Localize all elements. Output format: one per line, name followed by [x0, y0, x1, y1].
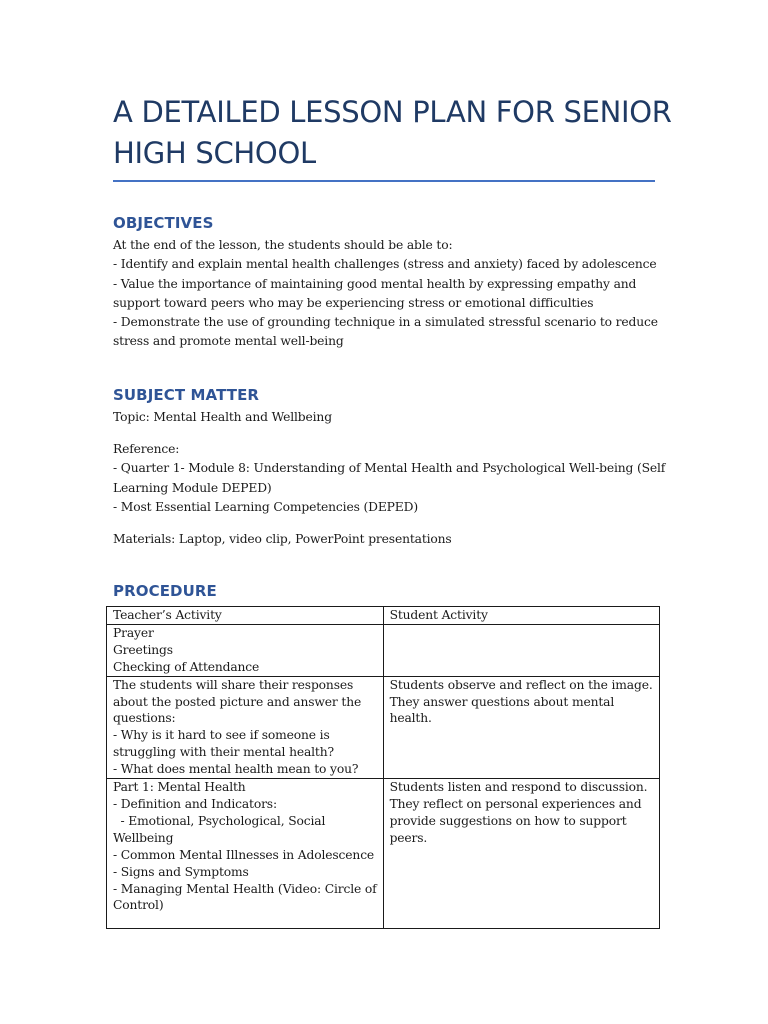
table-row [107, 676, 660, 778]
student-cell [383, 676, 659, 778]
topic-text [113, 408, 653, 427]
procedure-table [106, 606, 660, 929]
cell-line: - Signs and Symptoms [113, 864, 249, 879]
teacher-activity-header: Teacher’s Activity [107, 607, 384, 625]
teacher-cell [107, 624, 384, 676]
objectives-text [113, 236, 658, 352]
cell-line: Students observe and reflect on the image. [389, 677, 653, 692]
materials-line: Materials: Laptop, video clip, PowerPoint presentations [113, 532, 452, 546]
cell-line: Wellbeing [113, 830, 174, 845]
cell-line: Control) [113, 898, 164, 913]
cell-line: They reflect on personal experiences and [389, 796, 642, 811]
cell-line: provide suggestions on how to support [389, 813, 627, 828]
objectives-line: At the end of the lesson, the students should be able to: [113, 238, 453, 252]
objectives-line: - Value the importance of maintaining good mental health by expressing empathy and [113, 276, 637, 291]
objectives-line: stress and promote mental well-being [113, 334, 344, 349]
cell-line: health. [389, 711, 432, 726]
cell-line: They answer questions about mental [389, 694, 615, 709]
cell-line: - Why is it hard to see if someone is [113, 728, 330, 743]
cell-line: - Managing Mental Health (Video: Circle of [113, 881, 377, 896]
cell-line: about the posted picture and answer the [113, 694, 362, 709]
reference-text [113, 440, 666, 517]
teacher-cell [107, 779, 384, 929]
reference-line: - Quarter 1- Module 8: Understanding of Mental Health and Psychological Well-being (Self [113, 461, 666, 476]
table-row [107, 624, 660, 676]
teacher-cell [107, 676, 384, 778]
cell-line: - What does mental health mean to you? [113, 762, 359, 777]
title-divider [113, 180, 655, 182]
reference-line: Learning Module DEPED) [113, 480, 272, 495]
cell-line: - Emotional, Psychological, Social [113, 813, 326, 828]
procedure-heading: PROCEDURE [113, 582, 217, 600]
materials-text [113, 530, 653, 549]
student-activity-header: Student Activity [383, 607, 659, 625]
cell-line: Part 1: Mental Health [113, 780, 246, 795]
student-cell [383, 779, 659, 929]
cell-line: The students will share their responses [113, 677, 354, 692]
objectives-line: - Demonstrate the use of grounding technique in a simulated stressful scenario to reduce [113, 315, 658, 330]
objectives-line: support toward peers who may be experiencing stress or emotional difficulties [113, 295, 594, 310]
student-cell [383, 624, 659, 676]
subject-matter-heading: SUBJECT MATTER [113, 386, 260, 404]
reference-line: Reference: [113, 442, 180, 456]
document-title: A DETAILED LESSON PLAN FOR SENIOR HIGH SCHOOL [113, 95, 672, 170]
cell-line: Prayer [113, 625, 154, 640]
cell-line: peers. [389, 830, 428, 845]
topic-line: Topic: Mental Health and Wellbeing [113, 410, 332, 424]
cell-line: - Definition and Indicators: [113, 796, 277, 811]
cell-line: struggling with their mental health? [113, 745, 334, 760]
table-row [107, 779, 660, 929]
objectives-heading: OBJECTIVES [113, 214, 214, 232]
cell-line: Students listen and respond to discussion. [389, 780, 648, 795]
cell-line: Checking of Attendance [113, 659, 260, 674]
table-header-row [107, 607, 660, 625]
objectives-line: - Identify and explain mental health challenges (stress and anxiety) faced by adolescence [113, 257, 657, 272]
reference-line: - Most Essential Learning Competencies (DEPED) [113, 499, 418, 514]
cell-line: - Common Mental Illnesses in Adolescence [113, 847, 375, 862]
cell-line: questions: [113, 711, 176, 726]
cell-line: Greetings [113, 642, 173, 657]
